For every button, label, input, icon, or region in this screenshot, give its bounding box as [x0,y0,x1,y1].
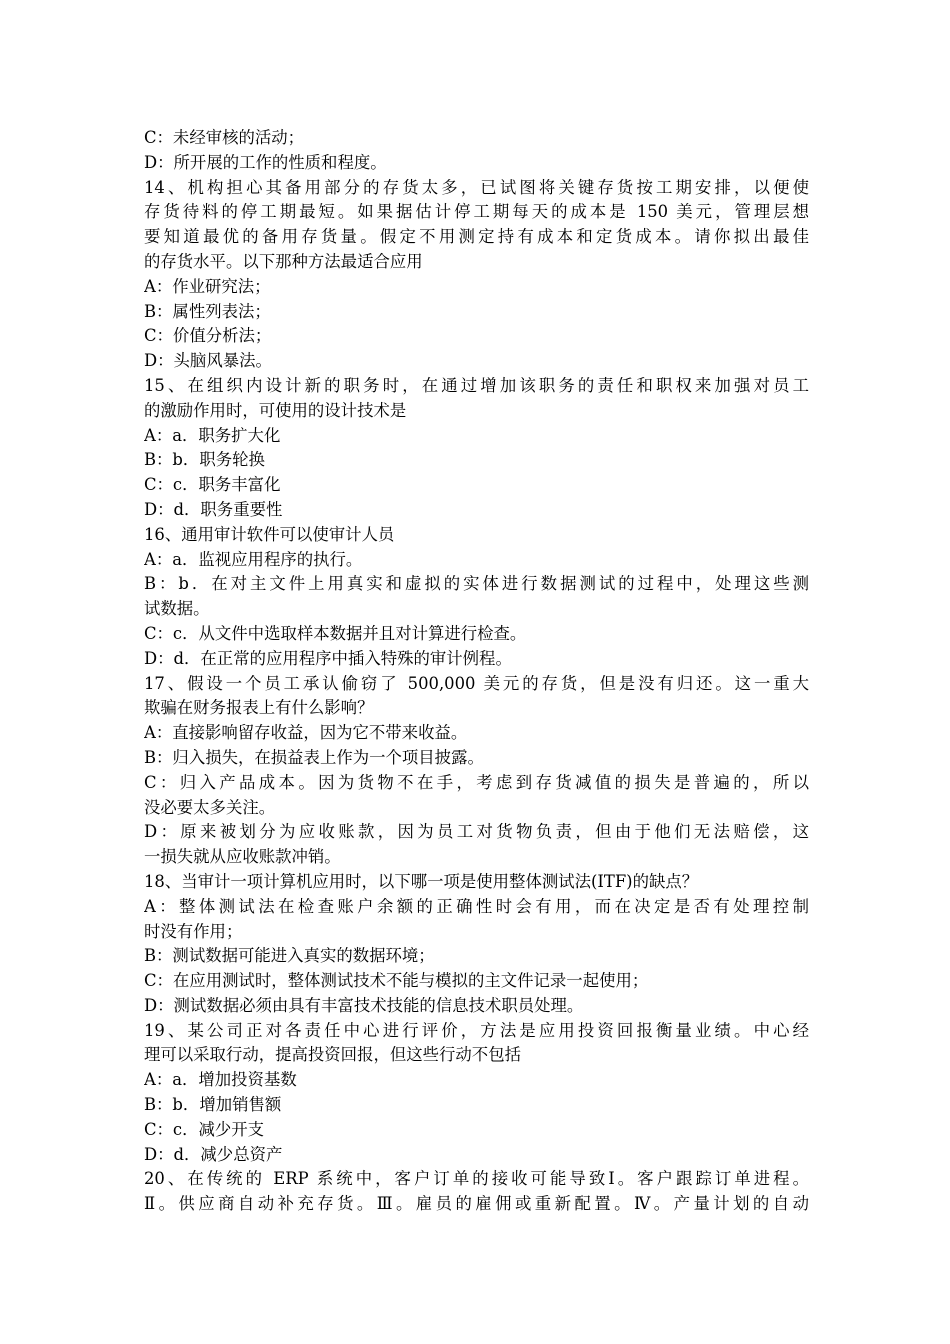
answer-option: C：c．从文件中选取样本数据并且对计算进行检查。 [144,623,527,643]
question-14-text: 存货待料的停工期最短。如果据估计停工期每天的成本是 150 美元，管理层想 [144,202,809,222]
answer-option: C：c．职务丰富化 [144,475,281,495]
question-19-text: 19、某公司正对各责任中心进行评价，方法是应用投资回报衡量业绩。中心经 [144,1020,809,1040]
answer-option: A：作业研究法； [144,276,271,296]
answer-option: A：a．监视应用程序的执行。 [144,549,363,569]
answer-option: B：测试数据可能进入真实的数据环境； [144,946,435,966]
answer-option: B：b．增加销售额 [144,1095,282,1115]
question-17-text: 17、假设一个员工承认偷窃了 500,000 美元的存货，但是没有归还。这一重大 [144,673,809,693]
answer-option: A：a．增加投资基数 [144,1070,297,1090]
answer-option: D：原来被划分为应收账款，因为员工对货物负责，但由于他们无法赔偿，这 [144,822,809,842]
document-body [144,126,809,1217]
answer-option: D：d．减少总资产 [144,1144,283,1164]
answer-option: 试数据。 [144,599,210,619]
answer-option: D：d．职务重要性 [144,499,283,519]
question-20-text: Ⅱ。供应商自动补充存货。Ⅲ。雇员的雇佣或重新配置。Ⅳ。产量计划的自动 [144,1194,809,1214]
question-14-text: 要知道最优的备用存货量。假定不用测定持有成本和定货成本。请你拟出最佳 [144,227,809,247]
question-20-text: 20、在传统的 ERP 系统中，客户订单的接收可能导致Ⅰ。客户跟踪订单进程。 [144,1169,809,1189]
answer-option: B：b．职务轮换 [144,450,265,470]
question-14-text: 14、机构担心其备用部分的存货太多，已试图将关键存货按工期安排，以便使 [144,177,809,197]
text-line: D：所开展的工作的性质和程度。 [144,152,387,172]
question-17-text: 欺骗在财务报表上有什么影响？ [144,698,374,718]
answer-option: A：整体测试法在检查账户余额的正确性时会有用，而在决定是否有处理控制 [144,896,809,916]
answer-option: D：头脑风暴法。 [144,351,272,371]
question-18-text: 18、当审计一项计算机应用时，以下哪一项是使用整体测试法(ITF)的缺点？ [144,871,699,891]
answer-option: B：属性列表法； [144,301,271,321]
question-19-text: 理可以采取行动，提高投资回报，但这些行动不包括 [144,1045,521,1065]
question-16-text: 16、通用审计软件可以使审计人员 [144,524,395,544]
question-15-text: 的激励作用时，可使用的设计技术是 [144,400,407,420]
answer-option: C：c．减少开支 [144,1119,265,1139]
answer-option: C：在应用测试时，整体测试技术不能与模拟的主文件记录一起使用； [144,971,649,991]
answer-option: B：归入损失，在损益表上作为一个项目披露。 [144,747,484,767]
answer-option: D：d．在正常的应用程序中插入特殊的审计例程。 [144,648,512,668]
answer-option: 一损失就从应收账款冲销。 [144,847,341,867]
text-line: C：未经审核的活动； [144,128,305,147]
answer-option: A：a．职务扩大化 [144,425,281,445]
answer-option: A：直接影响留存收益，因为它不带来收益。 [144,723,468,743]
answer-option: C：价值分析法； [144,326,272,346]
question-14-text: 的存货水平。以下那种方法最适合应用 [144,251,423,271]
answer-option: B：b．在对主文件上用真实和虚拟的实体进行数据测试的过程中，处理这些测 [144,574,809,594]
answer-option: 没必要太多关注。 [144,797,276,817]
answer-option: C：归入产品成本。因为货物不在手，考虑到存货减值的损失是普遍的，所以 [144,772,809,792]
answer-option: D：测试数据必须由具有丰富技术技能的信息技术职员处理。 [144,995,584,1015]
question-15-text: 15、在组织内设计新的职务时，在通过增加该职务的责任和职权来加强对员工 [144,375,809,395]
answer-option: 时没有作用； [144,921,243,941]
